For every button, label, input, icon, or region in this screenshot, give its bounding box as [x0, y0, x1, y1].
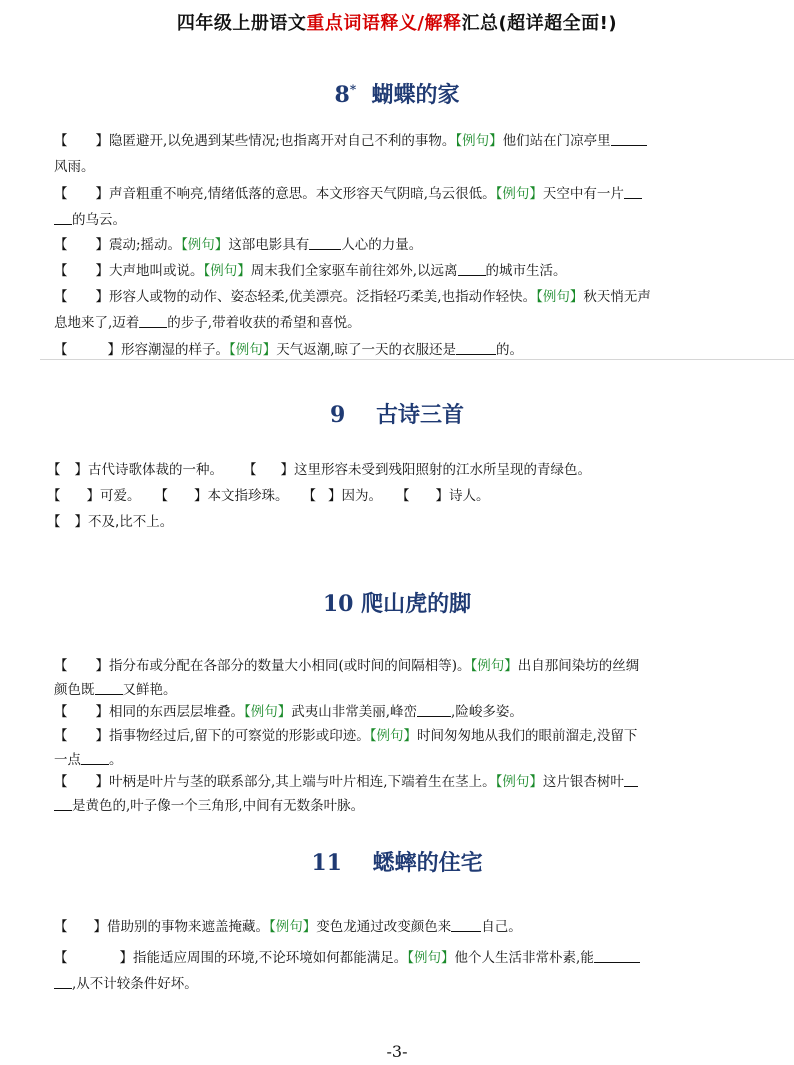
bracket-close: 】 — [107, 342, 121, 358]
section-11-title — [0, 846, 794, 877]
example-text: 颜色既 — [54, 682, 95, 698]
example-text: 人心的力量。 — [341, 237, 423, 253]
answer-blank[interactable] — [54, 210, 72, 225]
section-number: 9 — [330, 402, 346, 428]
example-text: ,从不计较条件好坏。 — [72, 976, 198, 992]
example-text: 周末我们全家驱车前往郊外,以远离 — [250, 263, 458, 279]
example-text: 是黄色的,叶子像一个三角形,中间有无数条叶脉。 — [72, 798, 365, 814]
definition: 本文指珍珠。 — [207, 488, 289, 504]
bracket-close: 】 — [119, 950, 133, 966]
bracket-open: 【 — [154, 488, 168, 504]
example-tag: 【例句】 — [495, 774, 543, 790]
example-text: 天空中有一片 — [542, 186, 624, 202]
bracket-open: 【 — [302, 488, 316, 504]
section-number: 10 — [322, 591, 354, 617]
bracket-close: 】 — [93, 919, 107, 935]
bracket-close: 】 — [95, 237, 109, 253]
answer-blank[interactable] — [95, 680, 123, 695]
bracket-open: 【 — [396, 488, 410, 504]
definition: 因为。 — [341, 488, 382, 504]
bracket-close: 】 — [95, 186, 109, 202]
bracket-close: 】 — [74, 514, 88, 530]
bracket-open: 【 — [54, 658, 68, 674]
section-10-title — [0, 587, 794, 618]
example-text: 自己。 — [481, 919, 522, 935]
bracket-close: 】 — [435, 488, 449, 504]
example-text: 天气返潮,晾了一天的衣服还是 — [276, 342, 457, 358]
example-tag: 【例句】 — [455, 133, 503, 149]
example-text: 的乌云。 — [72, 212, 126, 228]
title-part-highlight: 重点词语释义/解释 — [306, 13, 462, 34]
bracket-close: 】 — [95, 133, 109, 149]
answer-blank[interactable] — [456, 340, 496, 355]
section-name: 蟋蟀的住宅 — [372, 850, 483, 876]
title-part-a: 四年级上册语文 — [176, 13, 307, 34]
vocab-entry — [54, 258, 754, 284]
vocab-entry — [54, 724, 754, 772]
page-number: -3- — [386, 1042, 408, 1061]
section-name: 爬山虎的脚 — [361, 591, 472, 617]
answer-blank[interactable] — [54, 796, 72, 811]
vocab-entry — [54, 700, 754, 724]
page-title — [0, 9, 794, 35]
bracket-open: 【 — [54, 186, 68, 202]
example-tag: 【例句】 — [470, 658, 518, 674]
bracket-open: 【 — [47, 462, 61, 478]
example-text: 的步子,带着收获的希望和喜悦。 — [167, 315, 361, 331]
definition: 指事物经过后,留下的可察觉的形影或印迹。 — [109, 728, 370, 744]
answer-blank[interactable] — [417, 702, 451, 717]
definition: 形容人或物的动作、姿态轻柔,优美漂亮。泛指轻巧柔美,也指动作轻快。 — [109, 289, 537, 305]
vocab-entry — [54, 770, 754, 818]
answer-blank[interactable] — [309, 235, 341, 250]
vocab-row — [47, 458, 591, 482]
example-tag: 【例句】 — [407, 950, 455, 966]
bracket-close: 】 — [95, 289, 109, 305]
bracket-open: 【 — [47, 488, 61, 504]
section-9-title — [0, 398, 794, 429]
bracket-open: 【 — [54, 919, 68, 935]
definition: 形容潮湿的样子。 — [121, 342, 229, 358]
answer-blank[interactable] — [451, 917, 481, 932]
answer-blank[interactable] — [611, 131, 647, 146]
vocab-entry — [54, 914, 754, 940]
definition: 这里形容未受到残阳照射的江水所呈现的青绿色。 — [294, 462, 591, 478]
definition: 诗人。 — [449, 488, 490, 504]
example-text: 的城市生活。 — [485, 263, 567, 279]
section-divider — [40, 359, 794, 360]
vocab-entry — [54, 654, 754, 702]
bracket-close: 】 — [74, 462, 88, 478]
example-tag: 【例句】 — [229, 342, 277, 358]
section-name: 蝴蝶的家 — [371, 82, 460, 108]
example-text: 又鲜艳。 — [122, 682, 177, 698]
example-text: 他个人生活非常朴素,能 — [454, 950, 594, 966]
bracket-close: 】 — [95, 728, 109, 744]
vocab-entry — [54, 181, 754, 233]
section-star: * — [349, 82, 357, 97]
answer-blank[interactable] — [624, 772, 638, 787]
definition: 指能适应周围的环境,不论环境如何都能满足。 — [133, 950, 408, 966]
bracket-close: 】 — [194, 488, 208, 504]
example-tag: 【例句】 — [181, 237, 229, 253]
section-number: 8 — [334, 82, 350, 108]
bracket-close: 】 — [95, 774, 109, 790]
section-number: 11 — [311, 850, 342, 876]
section-name: 古诗三首 — [375, 402, 464, 428]
definition: 隐匿避开,以免遇到某些情况;也指离开对自己不利的事物。 — [109, 133, 456, 149]
definition: 震动;摇动。 — [109, 237, 182, 253]
example-text: 变色龙通过改变颜色来 — [316, 919, 452, 935]
bracket-open: 【 — [243, 462, 257, 478]
bracket-open: 【 — [54, 237, 68, 253]
example-text: 这部电影具有 — [228, 237, 310, 253]
example-text: 武夷山非常美丽,峰峦 — [291, 704, 418, 720]
answer-blank[interactable] — [458, 261, 486, 276]
definition: 相同的东西层层堆叠。 — [109, 704, 244, 720]
bracket-open: 【 — [54, 342, 68, 358]
example-text: ,险峻多姿。 — [451, 704, 523, 720]
example-tag: 【例句】 — [369, 728, 418, 744]
vocab-entry — [54, 284, 754, 336]
example-tag: 【例句】 — [536, 289, 584, 305]
definition: 可爱。 — [100, 488, 141, 504]
bracket-open: 【 — [54, 950, 68, 966]
example-text: 一点 — [54, 752, 81, 768]
bracket-open: 【 — [54, 289, 68, 305]
definition: 不及,比不上。 — [88, 514, 174, 530]
definition: 指分布或分配在各部分的数量大小相同(或时间的间隔相等)。 — [109, 658, 471, 674]
example-text: 息地来了,迈着 — [54, 315, 140, 331]
vocab-entry — [54, 128, 754, 180]
bracket-close: 】 — [328, 488, 342, 504]
example-text: 。 — [109, 752, 123, 768]
example-text: 秋天悄无声 — [583, 289, 651, 305]
vocab-entry — [54, 232, 754, 258]
bracket-close: 】 — [95, 263, 109, 279]
vocab-row — [47, 484, 490, 508]
definition: 声音粗重不响亮,情绪低落的意思。本文形容天气阴暗,乌云很低。 — [109, 186, 496, 202]
answer-blank[interactable] — [624, 184, 642, 199]
answer-blank[interactable] — [81, 750, 109, 765]
bracket-open: 【 — [47, 514, 61, 530]
vocab-entry — [54, 945, 754, 997]
bracket-close: 】 — [95, 658, 109, 674]
example-tag: 【例句】 — [244, 704, 292, 720]
example-tag: 【例句】 — [203, 263, 251, 279]
bracket-open: 【 — [54, 704, 68, 720]
bracket-close: 】 — [280, 462, 294, 478]
title-part-c: 汇总(超详超全面!) — [461, 13, 618, 34]
example-tag: 【例句】 — [495, 186, 543, 202]
bracket-close: 】 — [86, 488, 100, 504]
example-text: 出自那间染坊的丝绸 — [517, 658, 640, 674]
bracket-open: 【 — [54, 133, 68, 149]
example-text: 的。 — [496, 342, 524, 358]
example-text: 风雨。 — [54, 159, 95, 175]
bracket-open: 【 — [54, 263, 68, 279]
definition: 古代诗歌体裁的一种。 — [88, 462, 223, 478]
answer-blank[interactable] — [54, 974, 72, 989]
example-text: 时间匆匆地从我们的眼前溜走,没留下 — [417, 728, 638, 744]
vocab-row — [47, 510, 173, 534]
answer-blank[interactable] — [594, 948, 640, 963]
definition: 借助别的事物来遮盖掩藏。 — [107, 919, 269, 935]
example-tag: 【例句】 — [269, 919, 317, 935]
example-text: 这片银杏树叶 — [542, 774, 624, 790]
bracket-open: 【 — [54, 728, 68, 744]
example-text: 他们站在门凉亭里 — [502, 133, 611, 149]
bracket-open: 【 — [54, 774, 68, 790]
definition: 大声地叫或说。 — [109, 263, 204, 279]
section-8-title — [0, 78, 794, 109]
definition: 叶柄是叶片与茎的联系部分,其上端与叶片相连,下端着生在茎上。 — [109, 774, 496, 790]
answer-blank[interactable] — [139, 313, 167, 328]
bracket-close: 】 — [95, 704, 109, 720]
